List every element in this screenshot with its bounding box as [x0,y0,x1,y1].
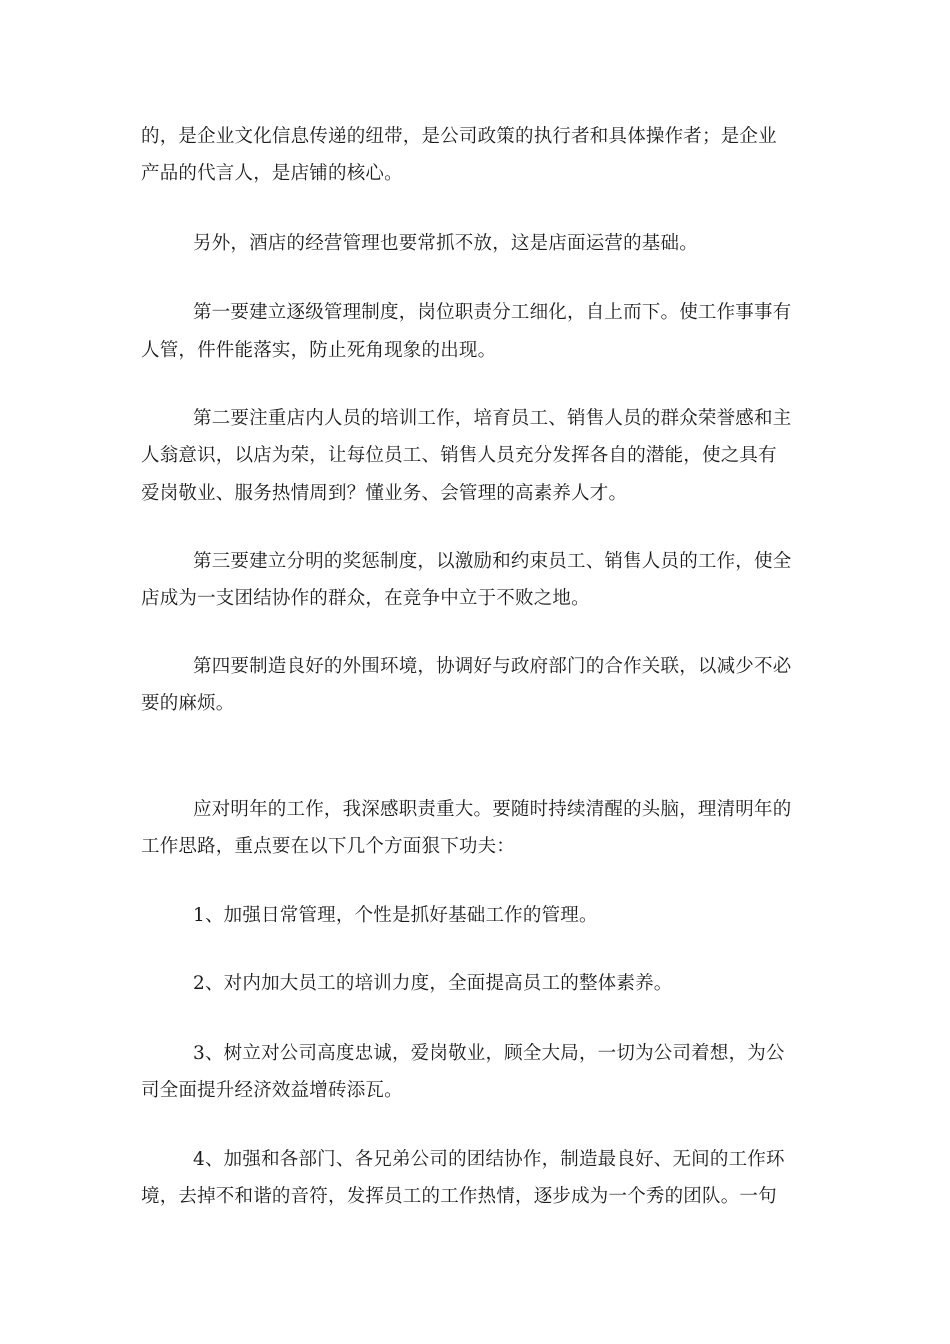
list-item: 3、树立对公司高度忠诚，爱岗敬业，顾全大局，一切为公司着想，为公 [193,1043,785,1064]
paragraph-line: 另外，酒店的经营管理也要常抓不放，这是店面运营的基础。 [193,233,698,254]
paragraph-line: 第三要建立分明的奖惩制度，以激励和约束员工、销售人员的工作，使全 [193,551,792,572]
paragraph-line: 爱岗敬业、服务热情周到？懂业务、会管理的高素养人才。 [141,483,628,504]
paragraph-line: 要的麻烦。 [141,693,235,714]
paragraph-line: 店成为一支团结协作的群众，在竞争中立于不败之地。 [141,588,590,609]
paragraph-line: 工作思路，重点要在以下几个方面狠下功夫： [141,836,516,857]
list-item-continuation: 司全面提升经济效益增砖添瓦。 [141,1080,403,1101]
paragraph-line: 人翁意识，以店为荣，让每位员工、销售人员充分发挥各自的潜能，使之具有 [141,445,777,466]
paragraph-line: 应对明年的工作，我深感职责重大。要随时持续清醒的头脑，理清明年的 [193,799,792,820]
paragraph-line: 人管，件件能落实，防止死角现象的出现。 [141,340,497,361]
paragraph-line: 的，是企业文化信息传递的纽带，是公司政策的执行者和具体操作者；是企业 [141,126,777,147]
list-item-continuation: 境，去掉不和谐的音符，发挥员工的工作热情，逐步成为一个秀的团队。一句 [141,1186,777,1207]
list-item: 1、加强日常管理，个性是抓好基础工作的管理。 [193,905,598,926]
paragraph-line: 第一要建立逐级管理制度，岗位职责分工细化，自上而下。使工作事事有 [193,302,792,323]
list-item: 2、对内加大员工的培训力度，全面提高员工的整体素养。 [193,973,673,994]
paragraph-line: 产品的代言人，是店铺的核心。 [141,163,403,184]
list-item: 4、加强和各部门、各兄弟公司的团结协作，制造最良好、无间的工作环 [193,1149,785,1170]
paragraph-line: 第二要注重店内人员的培训工作，培育员工、销售人员的群众荣誉感和主 [193,408,792,429]
paragraph-line: 第四要制造良好的外围环境，协调好与政府部门的合作关联，以减少不必 [193,656,792,677]
